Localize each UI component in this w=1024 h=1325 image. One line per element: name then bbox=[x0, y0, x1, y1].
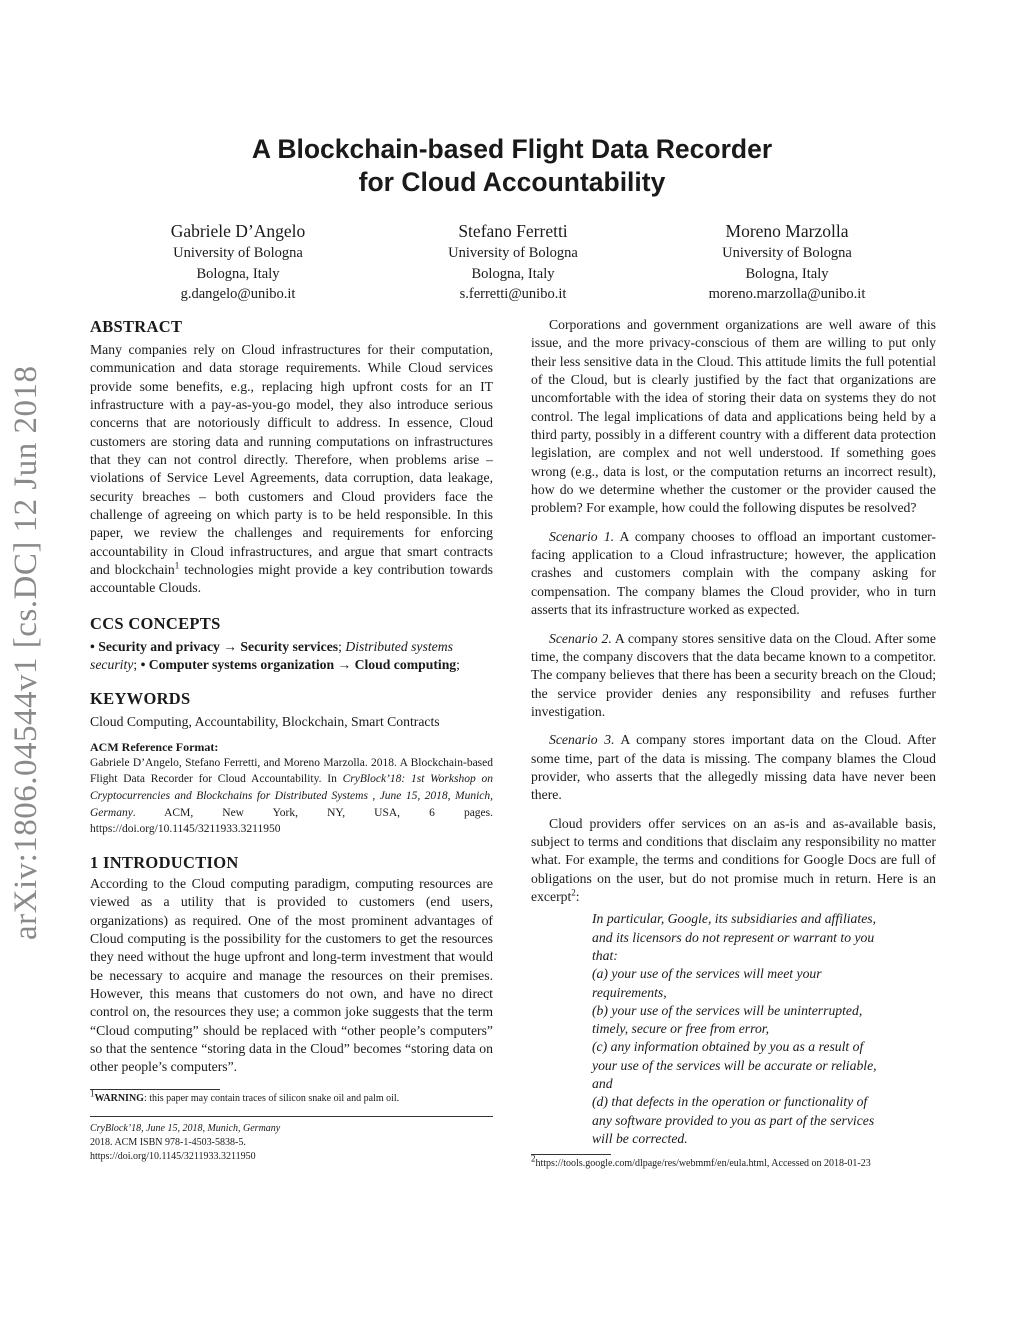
abstract-text: Many companies rely on Cloud infrastructures for their computation, communication and data storage requirements. While Cloud services provide some benefits, e.g., replacing high upfront costs for an IT infrastructure with a pay-as-you-go model, they also introduce serious concerns that are notoriously difficult to address. In essence, Cloud customers are storing data and running computations on infrastructures that they can not control directly. Therefore, when problems arise – violations of Service Level Agreements, data corruption, data leakage, security breaches – both customers and Cloud providers face the challenge of agreeing on which party is to be held responsible. In this paper, we review the challenges and requirements for enforcing accountability in Cloud infrastructures, and argue that smart contracts and blockchain$^1$ technologies might provide a key contribution towards accountable Clouds. bbox=[90, 342, 493, 596]
footnote-marker[interactable]: 1 bbox=[174, 560, 180, 571]
scenario-2: Scenario 2. A company stores sensitive data on the Cloud. After some time, the company discovers that the data became known to a competitor. The company believes that there has been a security breach on the Cloud; the service provider denies any responsibility and refuses further investigation. bbox=[531, 630, 937, 719]
scenario-1: Scenario 1. A company chooses to offload an important customer-facing application to a Cloud infrastructure; however, the application crashes and customers complain with the company asking for compensation. The company blames the Cloud provider, who in turn asserts that its infrastructure worked as expected. bbox=[531, 528, 936, 618]
author-location: Bologna, Italy bbox=[745, 265, 829, 282]
right-column bbox=[531, 316, 936, 1171]
author-3 bbox=[657, 219, 917, 305]
scenario-3: Scenario 3. A company stores important data on the Cloud. After some time, part of the data is missing. The company blames the Cloud provider, who asserts that the allegedly missing data have never been there. bbox=[531, 732, 936, 803]
intro-paragraph-2: Corporations and government organizations are well aware of this issue, and the more privacy-conscious of them are willing to put only their less sensitive data in the Cloud. This attitude limits the full potential of the Cloud, but is clearly justified by the fact that organizations are uncomfortable with the idea of storing their data on systems they do not control. The legal implications of data and applications being held by a third party, possibly in a different country with a different data protection legislation, are complex and not well understood. If something goes wrong (e.g., data is lost, or the computation returns an incorrect result), how do we determine whether the customer or the provider caused the problem? For example, how could the following disputes be resolved? bbox=[531, 317, 936, 516]
conference-rule bbox=[90, 1116, 493, 1117]
footnote-1: $^1$WARNING: this paper may contain traces of silicon snake oil and palm oil. bbox=[90, 1088, 400, 1104]
doi-link[interactable]: https://doi.org/10.1145/3211933.3211950 bbox=[90, 1150, 256, 1162]
arxiv-watermark: arXiv:1806.04544v1 [cs.DC] 12 Jun 2018 bbox=[8, 365, 44, 940]
intro-text: According to the Cloud computing paradigm, computing resources are viewed as a utility that is provided to customers (end users, organizations) as required. One of the most prominent advantages of Cloud computing is the possibility for the customers to get the resources they need without the huge upfront and long-term investment that would be necessary to acquire and manage the resources on their premises. However, this means that customers do not own, and have no direct control on, the resources they use; a common joke suggests that the term “Cloud computing” should be replaced with “other people’s computers” so that the sentence “storing data in the Cloud” becomes “storing data on other people’s computers”. bbox=[90, 875, 493, 1075]
footnote-rule bbox=[90, 1089, 220, 1090]
eula-link[interactable]: https://tools.google.com/dlpage/res/webmmf/en/eula.html, Accessed on 2018-01-23 bbox=[535, 1158, 871, 1170]
paper-title bbox=[150, 133, 874, 199]
footnote-rule bbox=[531, 1154, 611, 1155]
author-name: Stefano Ferretti bbox=[458, 221, 568, 241]
author-affiliation: University of Bologna bbox=[173, 245, 303, 261]
ccs-concepts: • Security and privacy → Security services; Distributed systems security; • Computer systems organization → Cloud computing; bbox=[90, 638, 460, 673]
author-affiliation: University of Bologna bbox=[448, 245, 578, 261]
acm-ref-heading: ACM Reference Format: bbox=[90, 739, 219, 754]
keywords-heading: KEYWORDS bbox=[90, 688, 191, 708]
author-name: Gabriele D’Angelo bbox=[170, 221, 306, 241]
author-1 bbox=[108, 219, 368, 305]
abstract-heading: ABSTRACT bbox=[90, 317, 183, 336]
title-line-1: A Blockchain-based Flight Data Recorder bbox=[251, 134, 773, 164]
author-location: Bologna, Italy bbox=[471, 265, 555, 282]
author-name: Moreno Marzolla bbox=[725, 221, 849, 241]
footnote-marker[interactable]: 2 bbox=[571, 887, 576, 898]
author-2 bbox=[383, 219, 643, 305]
author-email[interactable]: s.ferretti@unibo.it bbox=[459, 286, 567, 302]
author-email[interactable]: g.dangelo@unibo.it bbox=[180, 286, 296, 302]
intro-heading: 1 INTRODUCTION bbox=[90, 852, 239, 872]
acm-reference: Gabriele D’Angelo, Stefano Ferretti, and Moreno Marzolla. 2018. A Blockchain-based Flight Data Recorder for Cloud Accountability. In CryBlock’18: 1st Workshop on Cryptocurrencies and Blockchains for Distributed Systems , June 15, 2018, Munich, Germany. ACM, New York, NY, USA, 6 pages. https://doi.org/10.1145/3211933.3211950 bbox=[90, 756, 493, 836]
author-email[interactable]: moreno.marzolla@unibo.it bbox=[708, 286, 866, 302]
eula-quote: In particular, Google, its subsidiaries and affiliates, and its licensors do not represent or warrant to you that: (a) your use of the services will meet your requirements, (b) your use of the services will be uninterrupted, timely, secure or free from error, (c) any information obtained by you as a result of your use of the services will be accurate or reliable, and (d) that defects in the operation or functionality of any software provided to you as part of the services will be corrected. bbox=[592, 911, 877, 1146]
left-column bbox=[90, 316, 493, 1164]
conference-info: CryBlock’18, June 15, 2018, Munich, Germany 2018. ACM ISBN 978-1-4503-5838-5. https://doi.org/10.1145/3211933.3211950 bbox=[90, 1122, 493, 1164]
title-line-2: for Cloud Accountability bbox=[358, 167, 666, 197]
intro-paragraph-3: Cloud providers offer services on an as-is and as-available basis, subject to terms and conditions that disclaim any responsibility no matter what. For example, the terms and conditions for Google Docs are full of obligations on the user, but do not promise much in return. Here is an excerpt$^2$: bbox=[531, 815, 936, 904]
footnote-2: $^2$https://tools.google.com/dlpage/res/webmmf/en/eula.html, Accessed on 2018-01-23 bbox=[531, 1153, 871, 1170]
author-location: Bologna, Italy bbox=[196, 265, 280, 282]
author-affiliation: University of Bologna bbox=[722, 245, 852, 261]
keywords-text: Cloud Computing, Accountability, Blockchain, Smart Contracts bbox=[90, 713, 440, 729]
ccs-heading: CCS CONCEPTS bbox=[90, 613, 221, 633]
